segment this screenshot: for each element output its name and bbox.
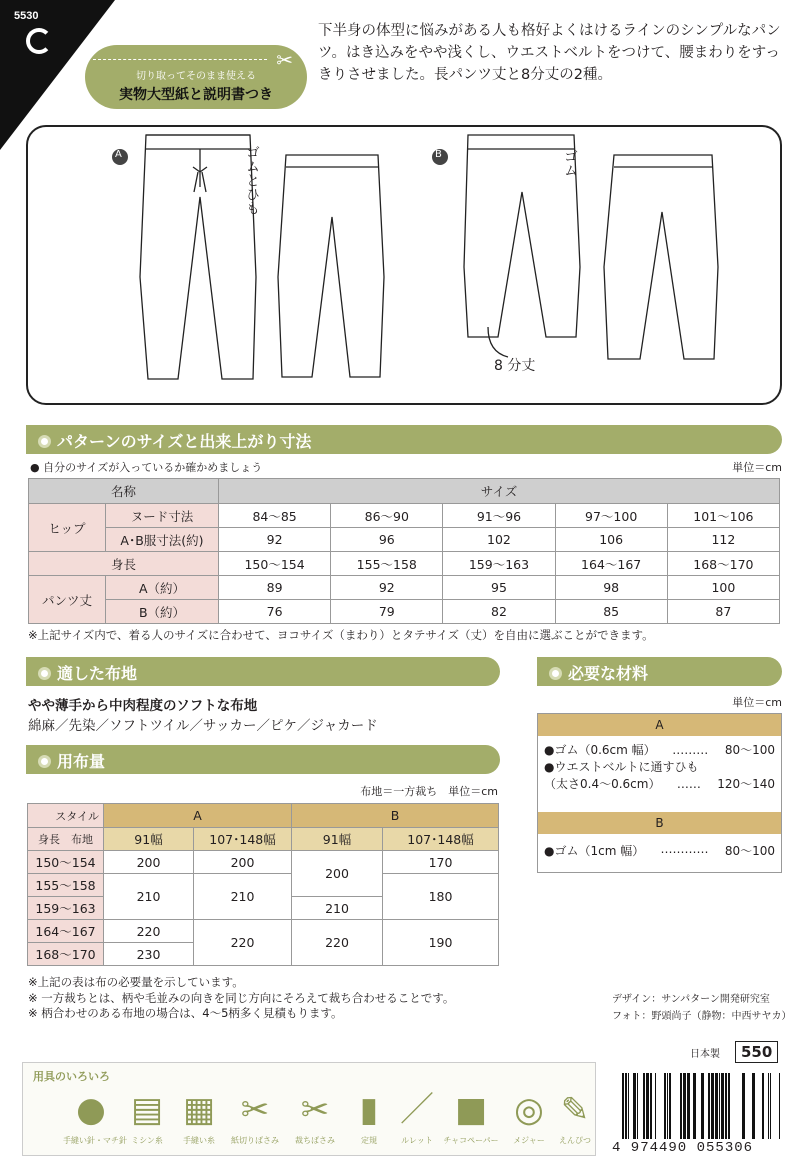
barcode-bar xyxy=(683,1073,686,1139)
scissors-icon: ✂ xyxy=(276,48,293,72)
yardage-table: スタイル A B 身長 布地 91幅 107･148幅 91幅 107･148幅 150〜154 200 200 200 170 155〜158 210 210 180 159〜163 210 164〜167 220 220 220 190 168〜170 230 xyxy=(27,803,499,966)
materials-b-list: ●ゴム（1cm 幅） ………… 80〜100 xyxy=(544,842,775,858)
materials-a-header: A xyxy=(538,714,781,736)
barcode-bar xyxy=(664,1073,666,1139)
size-unit: 単位＝cm xyxy=(732,461,782,474)
pants-a-front xyxy=(140,135,256,379)
section-header-fabric xyxy=(26,657,500,686)
tracing-wheel-icon: ／ xyxy=(400,1090,434,1130)
row-b: B（約） xyxy=(106,600,219,624)
materials-box xyxy=(537,713,782,873)
header-cloth: 布地 xyxy=(71,833,93,846)
barcode-bar xyxy=(708,1073,710,1139)
barcode-bar xyxy=(687,1073,690,1139)
bullet-icon xyxy=(38,435,51,448)
bullet-icon xyxy=(38,755,51,768)
row-a: A（約） xyxy=(106,576,219,600)
row-nude: ヌード寸法 xyxy=(106,504,219,528)
section-header-yardage xyxy=(26,745,500,774)
thread-spool-icon: ▤ xyxy=(130,1090,164,1130)
tools-title: 用具のいろいろ xyxy=(33,1070,110,1083)
paper-scissors-icon: ✂ xyxy=(240,1090,270,1130)
chalk-paper-icon: ■ xyxy=(454,1090,488,1130)
section-header-size xyxy=(26,425,782,454)
barcode-bar xyxy=(628,1073,629,1139)
section-title: 用布量 xyxy=(57,752,106,771)
yardage-notes: ※上記の表は布の必要量を示しています。 ※ 一方裁ちとは、柄や毛並みの向きを同じ方向にそろえて裁ち合わせることです。 ※ 柄合わせのある布地の場合は、4〜5柄多く見積もります。 xyxy=(28,975,455,1020)
pattern-code: 5530 xyxy=(14,10,39,22)
bullet-icon xyxy=(38,667,51,680)
credits: デザイン：サンパターン開発研究室 フォト：野頭尚子（静物：中西サヤカ） xyxy=(612,994,792,1022)
barcode-bar xyxy=(742,1073,745,1139)
barcode-bar xyxy=(752,1073,755,1139)
header-size: サイズ xyxy=(219,479,780,504)
tools-panel: 用具のいろいろ ● 手縫い針・マチ針 ▤ ミシン糸 ▦ 手縫い糸 ✂ 紙切りばさみ ✂ 裁ちばさみ ▮ 定規 ／ ルレット ■ チャコペーパー ◎ メジャー ✎ えんぴつ xyxy=(22,1062,596,1156)
shears-icon: ✂ xyxy=(300,1090,330,1130)
illustration-panel xyxy=(26,125,782,405)
badge-title: 実物大型紙と説明書つき xyxy=(119,87,273,103)
brand-logo xyxy=(26,28,52,54)
pants-a-back xyxy=(278,155,384,377)
barcode-bar xyxy=(779,1073,780,1139)
barcode-bar xyxy=(721,1073,724,1139)
made-in-japan: 日本製 xyxy=(690,1049,720,1060)
pincushion-icon: ● xyxy=(76,1090,106,1130)
barcode-bar xyxy=(622,1073,624,1139)
size-note: ● 自分のサイズが入っているか確かめましょう xyxy=(30,461,263,474)
row-hip: ヒップ xyxy=(29,504,106,552)
barcode-bar xyxy=(667,1073,668,1139)
section-title: 必要な材料 xyxy=(568,664,649,683)
callout-elastic: ゴム xyxy=(562,149,578,177)
section-title: 適した布地 xyxy=(57,664,138,683)
barcode-number: 4 974490 055306 xyxy=(612,1140,754,1156)
style-a-label: A xyxy=(115,149,122,160)
barcode-bar xyxy=(715,1073,718,1139)
header-name: 名称 xyxy=(29,479,219,504)
row-pants: パンツ丈 xyxy=(29,576,106,624)
barcode-bar xyxy=(768,1073,769,1139)
barcode-bar xyxy=(693,1073,696,1139)
yardage-unit: 布地＝一方裁ち 単位＝cm xyxy=(360,785,498,798)
materials-b-header: B xyxy=(538,812,781,834)
barcode-bar xyxy=(625,1073,627,1139)
ruler-icon: ▮ xyxy=(359,1090,379,1130)
barcode-bar xyxy=(680,1073,682,1139)
description: 下半身の体型に悩みがある人も格好よくはけるラインのシンプルなパンツ。はき込みをやや浅くし、ウエストベルトをつけて、腰まわりをすっきりさせました。長パンツ丈と8分丈の2種。 xyxy=(318,23,781,83)
barcode-bar xyxy=(711,1073,714,1139)
barcode-bar xyxy=(643,1073,645,1139)
hand-thread-icon: ▦ xyxy=(182,1090,216,1130)
materials-unit: 単位＝cm xyxy=(732,696,782,709)
style-b-label: B xyxy=(435,149,442,160)
barcode-bar xyxy=(650,1073,652,1139)
section-header-materials xyxy=(537,657,782,686)
materials-a-list: ●ゴム（0.6cm 幅） ……… 80〜100 ●ウエストベルトに通すひも （太さ0.4〜0.6cm） …… 120〜140 xyxy=(544,743,775,791)
header-a: A xyxy=(104,804,292,828)
fabric-list: 綿麻／先染／ソフトツイル／サッカー／ピケ／ジャカード xyxy=(28,718,378,734)
size-table: 名称 サイズ ヒップ ヌード寸法 84〜85 86〜90 91〜96 97〜100 101〜106 A･B服寸法(約) 92 96 102 106 112 身長 150〜154 155〜158 159〜163 164〜167 168〜170 パンツ丈 A（約） 89 92 95 98 100 B（約） 76 79 82 85 87 xyxy=(28,478,780,624)
header-b: B xyxy=(292,804,499,828)
barcode-bar xyxy=(762,1073,764,1139)
size-footnote: ※上記サイズ内で、着る人のサイズに合わせて、ヨコサイズ（まわり）とタテサイズ（丈）を自由に選ぶことができます。 xyxy=(28,628,654,642)
row-ab: A･B服寸法(約) xyxy=(106,528,219,552)
barcode-bar xyxy=(633,1073,636,1139)
pants-b-back xyxy=(604,155,718,359)
pencil-icon: ✎ xyxy=(560,1090,590,1130)
cut-line xyxy=(93,59,267,60)
barcode-bar xyxy=(637,1073,638,1139)
fabric-summary: やや薄手から中肉程度のソフトな布地 xyxy=(28,698,258,714)
barcode-bar xyxy=(728,1073,730,1139)
badge-subtitle: 切り取ってそのまま使える xyxy=(136,71,256,82)
barcode-bar xyxy=(719,1073,720,1139)
barcode-bar xyxy=(646,1073,649,1139)
barcode-bar xyxy=(655,1073,656,1139)
callout-length: 8 分丈 xyxy=(494,358,536,374)
row-height: 身長 xyxy=(29,552,219,576)
barcode xyxy=(620,1073,786,1143)
tape-measure-icon: ◎ xyxy=(514,1090,544,1130)
price: 550 xyxy=(735,1041,778,1063)
barcode-bar xyxy=(725,1073,727,1139)
section-title: パターンのサイズと出来上がり寸法 xyxy=(57,432,312,451)
header-style: スタイル xyxy=(28,804,104,828)
header-height: 身長 xyxy=(38,833,60,846)
callout-elastic-string: ゴムとひも xyxy=(244,145,260,215)
feature-badge xyxy=(85,45,307,109)
pants-illustration xyxy=(28,127,780,403)
bullet-icon xyxy=(549,667,562,680)
barcode-bar xyxy=(770,1073,771,1139)
barcode-bar xyxy=(701,1073,704,1139)
barcode-bar xyxy=(669,1073,671,1139)
